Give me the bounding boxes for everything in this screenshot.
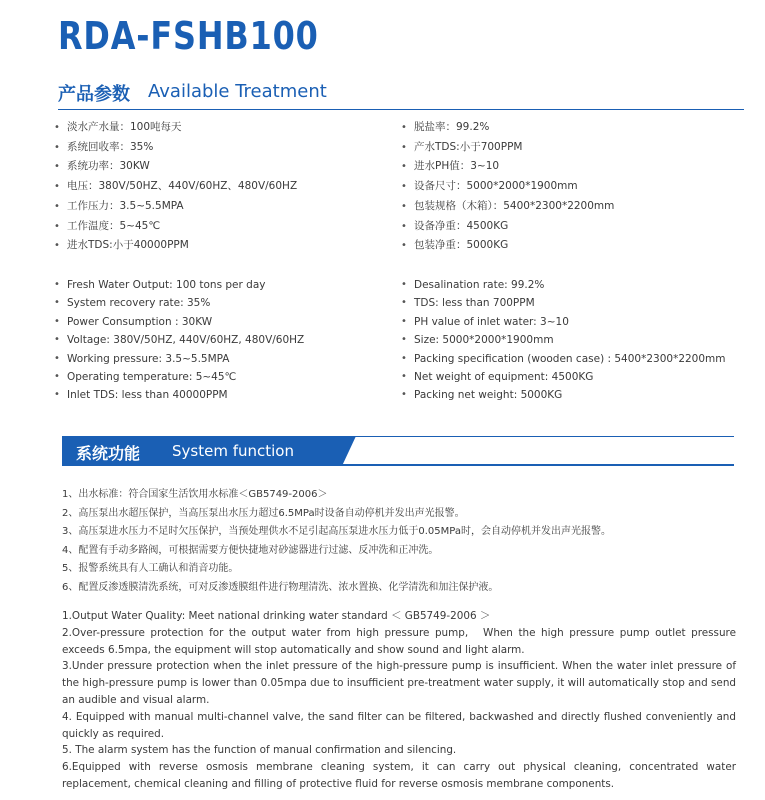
list-item: • 系统回收率：35% [54, 138, 297, 158]
bullet-icon: • [401, 279, 407, 290]
list-item: • Desalination rate: 99.2% [401, 276, 726, 294]
model-title: RDA-FSHB100 [58, 14, 319, 58]
functions-list-cn [62, 486, 611, 598]
list-item: 4. Equipped with manual multi-channel valve, the sand filter can be filtered, backwashed and directly flushed conveniently and quickly as required. [62, 710, 736, 740]
list-item: 5. The alarm system has the function of manual confirmation and silencing. [62, 744, 457, 757]
bullet-icon: • [54, 352, 60, 364]
list-item: • Net weight of equipment: 4500KG [401, 368, 726, 386]
functions-header [62, 436, 734, 466]
list-item: • 产水TDS:小于700PPM [401, 138, 614, 158]
list-item: • Operating temperature: 5~45℃ [54, 368, 304, 386]
list-item: • TDS: less than 700PPM [401, 294, 726, 312]
bullet-icon: • [401, 240, 407, 252]
list-item: • 淡水产水量：100吨每天 [54, 118, 297, 138]
bullet-icon: • [54, 315, 60, 327]
list-item: • System recovery rate: 35% [54, 294, 304, 312]
header-divider [58, 109, 744, 110]
bullet-icon: • [401, 297, 407, 309]
parameters-title-en: Available Treatment [148, 81, 327, 102]
list-item: 4、配置有手动多路阀，可根据需要方便快捷地对砂滤器进行过滤、反冲洗和正冲洗。 [62, 544, 439, 556]
list-item: • 工作压力：3.5~5.5MPA [54, 197, 297, 217]
bullet-icon: • [54, 279, 60, 290]
list-item: 1、出水标准：符合国家生活饮用水标准＜GB5749-2006＞ [62, 489, 328, 500]
bullet-icon: • [401, 220, 407, 232]
list-item: • Working pressure: 3.5~5.5MPA [54, 350, 304, 368]
bullet-icon: • [401, 200, 407, 212]
list-item: • Inlet TDS: less than 40000PPM [54, 386, 304, 404]
list-item: 1.Output Water Quality: Meet national drinking water standard ＜ GB5749-2006 ＞ [62, 610, 491, 622]
list-item: 2.Over-pressure protection for the output water from high pressure pump, When the high pressure pump outlet pressure exceeds 6.5mpa, the equipment will stop automatically and show sound and light alarm. [62, 626, 736, 656]
functions-list-en [62, 608, 736, 793]
parameters-title-cn: 产品参数 [58, 84, 130, 105]
list-item: 3.Under pressure protection when the inlet pressure of the high-pressure pump is insufficient. When the water inlet pressure of the high-pressure pump is lower than 0.05mpa due to insufficient pre-treatment water supply, it will automatically stop and send an audible and visual alarm. [62, 660, 736, 706]
list-item: • PH value of inlet water: 3~10 [401, 313, 726, 331]
bullet-icon: • [401, 371, 407, 383]
list-item: • 包装规格（木箱）：5400*2300*2200mm [401, 197, 614, 217]
bullet-icon: • [401, 352, 407, 364]
bullet-icon: • [54, 220, 60, 232]
list-item: • 电压：380V/50HZ、440V/60HZ、480V/60HZ [54, 177, 297, 197]
list-item: 6.Equipped with reverse osmosis membrane cleaning system, it can carry out physical cleaning, concentrated water replacement, chemical cleaning and filling of protective fluid for reverse osmosis membrane components. [62, 761, 736, 790]
spec-list-cn-left [54, 118, 297, 256]
bullet-icon: • [54, 240, 60, 252]
bullet-icon: • [54, 181, 60, 193]
list-item: • 进水PH值：3~10 [401, 157, 614, 177]
bullet-icon: • [54, 297, 60, 309]
bullet-icon: • [54, 200, 60, 212]
list-item: • Voltage: 380V/50HZ, 440V/60HZ, 480V/60HZ [54, 331, 304, 349]
spec-list-en-right [401, 276, 726, 405]
functions-title-en: System function [172, 442, 294, 460]
list-item: • Fresh Water Output: 100 tons per day [54, 276, 304, 294]
list-item: • Size: 5000*2000*1900mm [401, 331, 726, 349]
bullet-icon: • [54, 122, 60, 133]
bullet-icon: • [401, 315, 407, 327]
spec-list-cn-right [401, 118, 614, 256]
bullet-icon: • [401, 141, 407, 153]
spec-list-en-left [54, 276, 304, 405]
bullet-icon: • [54, 141, 60, 153]
bullet-icon: • [54, 334, 60, 346]
bullet-icon: • [401, 161, 407, 173]
list-item: • 设备净重：4500KG [401, 217, 614, 237]
list-item: • 包装净重：5000KG [401, 236, 614, 256]
list-item: 3、高压泵进水压力不足时欠压保护，当预处理供水不足引起高压泵进水压力低于0.05MPa时，会自动停机并发出声光报警。 [62, 526, 611, 538]
bullet-icon: • [401, 389, 407, 401]
parameters-header [58, 80, 744, 110]
header-divider [346, 436, 734, 437]
bullet-icon: • [401, 181, 407, 193]
bullet-icon: • [401, 334, 407, 346]
list-item: 2、高压泵出水超压保护，当高压泵出水压力超过6.5MPa时设备自动停机并发出声光报警。 [62, 507, 465, 519]
list-item: 5、报警系统具有人工确认和消音功能。 [62, 563, 239, 575]
header-divider [62, 464, 734, 466]
list-item: • 系统功率：30KW [54, 157, 297, 177]
list-item: 6、配置反渗透膜清洗系统，可对反渗透膜组件进行物理清洗、浓水置换、化学清洗和加注保护液。 [62, 581, 499, 593]
list-item: • 设备尺寸：5000*2000*1900mm [401, 177, 614, 197]
list-item: • 工作温度：5~45℃ [54, 217, 297, 237]
bullet-icon: • [401, 122, 407, 133]
functions-title-cn: 系统功能 [76, 444, 141, 463]
bullet-icon: • [54, 371, 60, 383]
list-item: • 进水TDS:小于40000PPM [54, 236, 297, 256]
list-item: • 脱盐率：99.2% [401, 118, 614, 138]
list-item: • Packing specification (wooden case) : 5400*2300*2200mm [401, 350, 726, 368]
list-item: • Packing net weight: 5000KG [401, 386, 726, 404]
list-item: • Power Consumption : 30KW [54, 313, 304, 331]
bullet-icon: • [54, 161, 60, 173]
bullet-icon: • [54, 389, 60, 401]
